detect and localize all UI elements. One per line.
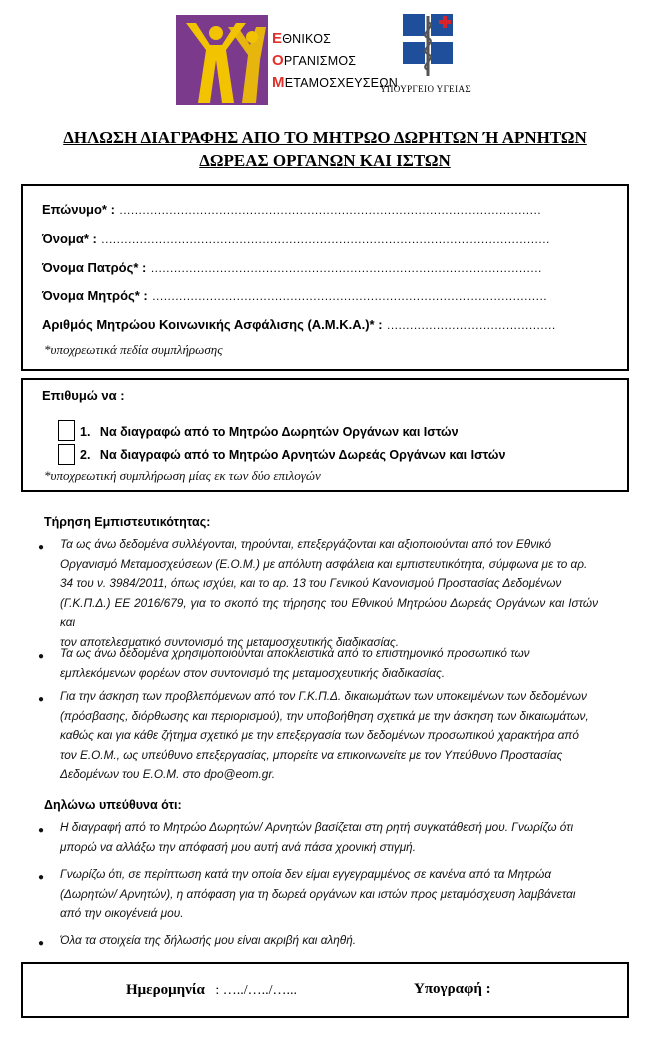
father-name-label: Όνομα Πατρός* : (42, 260, 147, 275)
choice-note: *υποχρεωτική συμπλήρωση μίας εκ των δύο επιλογών (44, 468, 321, 483)
bullet-dot-icon: ● (38, 872, 45, 883)
first-name-field[interactable] (42, 230, 550, 248)
option-1-number: 1. (80, 425, 91, 439)
amka-field[interactable] (42, 316, 556, 334)
declaration-item-2 (60, 865, 598, 924)
option-2-checkbox[interactable] (58, 444, 75, 465)
ministry-name: ΥΠΟΥΡΓΕΙΟ ΥΓΕΙΑΣ (380, 84, 472, 94)
text-line: Γνωρίζω ότι, σε περίπτωση κατά την οποία δεν είμαι εγγεγραμμένος σε κανένα από τα Μητρώα (60, 867, 552, 881)
mother-name-field[interactable] (42, 287, 547, 305)
mother-name-dots: ....................................................................................................... (152, 289, 548, 303)
father-name-field[interactable] (42, 259, 542, 277)
signature-box (21, 962, 629, 1018)
bullet-dot-icon: ● (38, 542, 45, 553)
text-line: εμπλεκόμενων φορέων στον συντονισμό της μεταμοσχευτικής διαδικασίας. (60, 665, 446, 680)
declaration-list (38, 818, 598, 958)
text-line: (Γ.Κ.Π.Δ.) ΕΕ 2016/679, για το σκοπό της τήρησης του Εθνικού Μητρώου Δωρεάς Οργάνων και Ιστών και (60, 595, 598, 630)
date-field[interactable] (126, 981, 297, 999)
declaration-item-1 (60, 818, 598, 857)
text-line: τον αποτελεσματικό συντονισμό της μεταμοσχευτικής διαδικασίας. (60, 634, 399, 649)
declaration-item-3 (60, 931, 598, 951)
eom-logo (176, 15, 268, 105)
confidentiality-item-1 (60, 535, 598, 653)
confidentiality-heading: Τήρηση Εμπιστευτικότητας: (44, 515, 211, 529)
bullet-dot-icon: ● (38, 651, 45, 662)
text-line: (Δωρητών/ Αρνητών), η απόφαση για τη δωρεά οργάνων και ιστών προς μεταμόσχευση λαμβάνεται (60, 886, 576, 901)
text-line: 34 του ν. 3984/2011, όπως ισχύει, και το αρ. 13 του Γενικού Κανονισμού Προστασίας Δεδομένων (60, 576, 562, 591)
eom-name-line-1: ΕΘΝΙΚΟΣ (272, 30, 332, 47)
text-line: μπορώ να αλλάξω την απόφασή μου αυτή ανά πάσα χρονική στιγμή. (60, 839, 417, 854)
text-line: καθώς και για κάθε ζήτημα σχετικό με την επεξεργασία των δεδομένων προσωπικού χαρακτήρα από (60, 728, 579, 743)
date-value: : …../…../…... (215, 983, 297, 998)
text-line: (πρόσβασης, διόρθωσης και περιορισμού), την υποβοήθηση σχετικά με την άσκηση των δικαιωμάτων, (60, 708, 589, 723)
first-name-dots: ..................................................................................................................... (101, 232, 550, 246)
option-2-label (80, 448, 505, 462)
amka-dots: ............................................ (387, 318, 556, 332)
bullet-dot-icon: ● (38, 694, 45, 705)
option-1-text: Να διαγραφώ από το Μητρώο Δωρητών Οργάνων και Ιστών (99, 425, 459, 439)
eom-name-line-3: ΜΕΤΑΜΟΣΧΕΥΣΕΩΝ (272, 74, 398, 91)
confidentiality-list (38, 535, 598, 795)
text-line: Τα ως άνω δεδομένα χρησιμοποιούνται αποκλειστικά από το επιστημονικό προσωπικό των (60, 646, 530, 660)
choice-heading: Επιθυμώ να : (42, 388, 125, 403)
date-label: Ημερομηνία (126, 982, 205, 998)
page-title-line-1: ΔΗΛΩΣΗ ΔΙΑΓΡΑΦΗΣ ΑΠΟ ΤΟ ΜΗΤΡΩΟ ΔΩΡΗΤΩΝ Ή ΑΡΝΗΤΩΝ (63, 128, 587, 147)
text-line: Δεδομένων του Ε.Ο.Μ. στο dpo@eom.gr. (60, 767, 276, 782)
surname-label: Επώνυμο* : (42, 202, 115, 217)
text-line: Για την άσκηση των προβλεπόμενων από τον Γ.Κ.Π.Δ. δικαιωμάτων των υποκειμένων των δεδομένων (60, 689, 587, 703)
eom-name-line-2: ΟΡΓΑΝΙΣΜΟΣ (272, 52, 357, 69)
father-name-dots: ...................................................................................................... (150, 261, 542, 275)
required-fields-note: *υποχρεωτικά πεδία συμπλήρωσης (44, 342, 223, 357)
text-line: από την οικογένειά μου. (60, 906, 184, 921)
page-title-line-2: ΔΩΡΕΑΣ ΟΡΓΑΝΩΝ ΚΑΙ ΙΣΤΩΝ (199, 151, 451, 170)
amka-label: Αριθμός Μητρώου Κοινωνικής Ασφάλισης (Α.Μ.Κ.Α.)* : (42, 317, 383, 332)
bullet-dot-icon: ● (38, 825, 45, 836)
bullet-dot-icon: ● (38, 938, 45, 949)
confidentiality-item-3 (60, 687, 598, 785)
signature-label[interactable]: Υπογραφή : (414, 981, 491, 997)
text-line: Όλα τα στοιχεία της δήλωσής μου είναι ακριβή και αληθή. (60, 933, 357, 947)
option-1-label (80, 425, 459, 439)
mother-name-label: Όνομα Μητρός* : (42, 288, 148, 303)
surname-field[interactable] (42, 201, 541, 219)
first-name-label: Όνομα* : (42, 231, 97, 246)
option-1-checkbox[interactable] (58, 420, 75, 441)
text-line: τον Ε.Ο.Μ., ως υπεύθυνο επεξεργασίας, μπορείτε να επικοινωνείτε με τον Υπεύθυνο Προστασίας (60, 747, 563, 762)
option-2-number: 2. (80, 448, 91, 462)
option-2-text: Να διαγραφώ από το Μητρώο Αρνητών Δωρεάς Οργάνων και Ιστών (99, 448, 506, 462)
confidentiality-item-2 (60, 644, 598, 683)
text-line: Οργανισμό Μεταμοσχεύσεων (Ε.Ο.Μ.) με απόλυτη ασφάλεια και εμπιστευτικότητα, σύμφωνα με το αρ. (60, 556, 588, 571)
declaration-heading: Δηλώνω υπεύθυνα ότι: (44, 798, 182, 812)
ministry-of-health-logo (403, 14, 453, 78)
text-line: Η διαγραφή από το Μητρώο Δωρητών/ Αρνητών βασίζεται στη ρητή συγκατάθεσή μου. Γνωρίζω ότι (60, 820, 574, 834)
text-line: Τα ως άνω δεδομένα συλλέγονται, τηρούνται, επεξεργάζονται και αξιοποιούνται από τον Εθνικό (60, 537, 552, 551)
surname-dots: .............................................................................................................. (119, 203, 542, 217)
